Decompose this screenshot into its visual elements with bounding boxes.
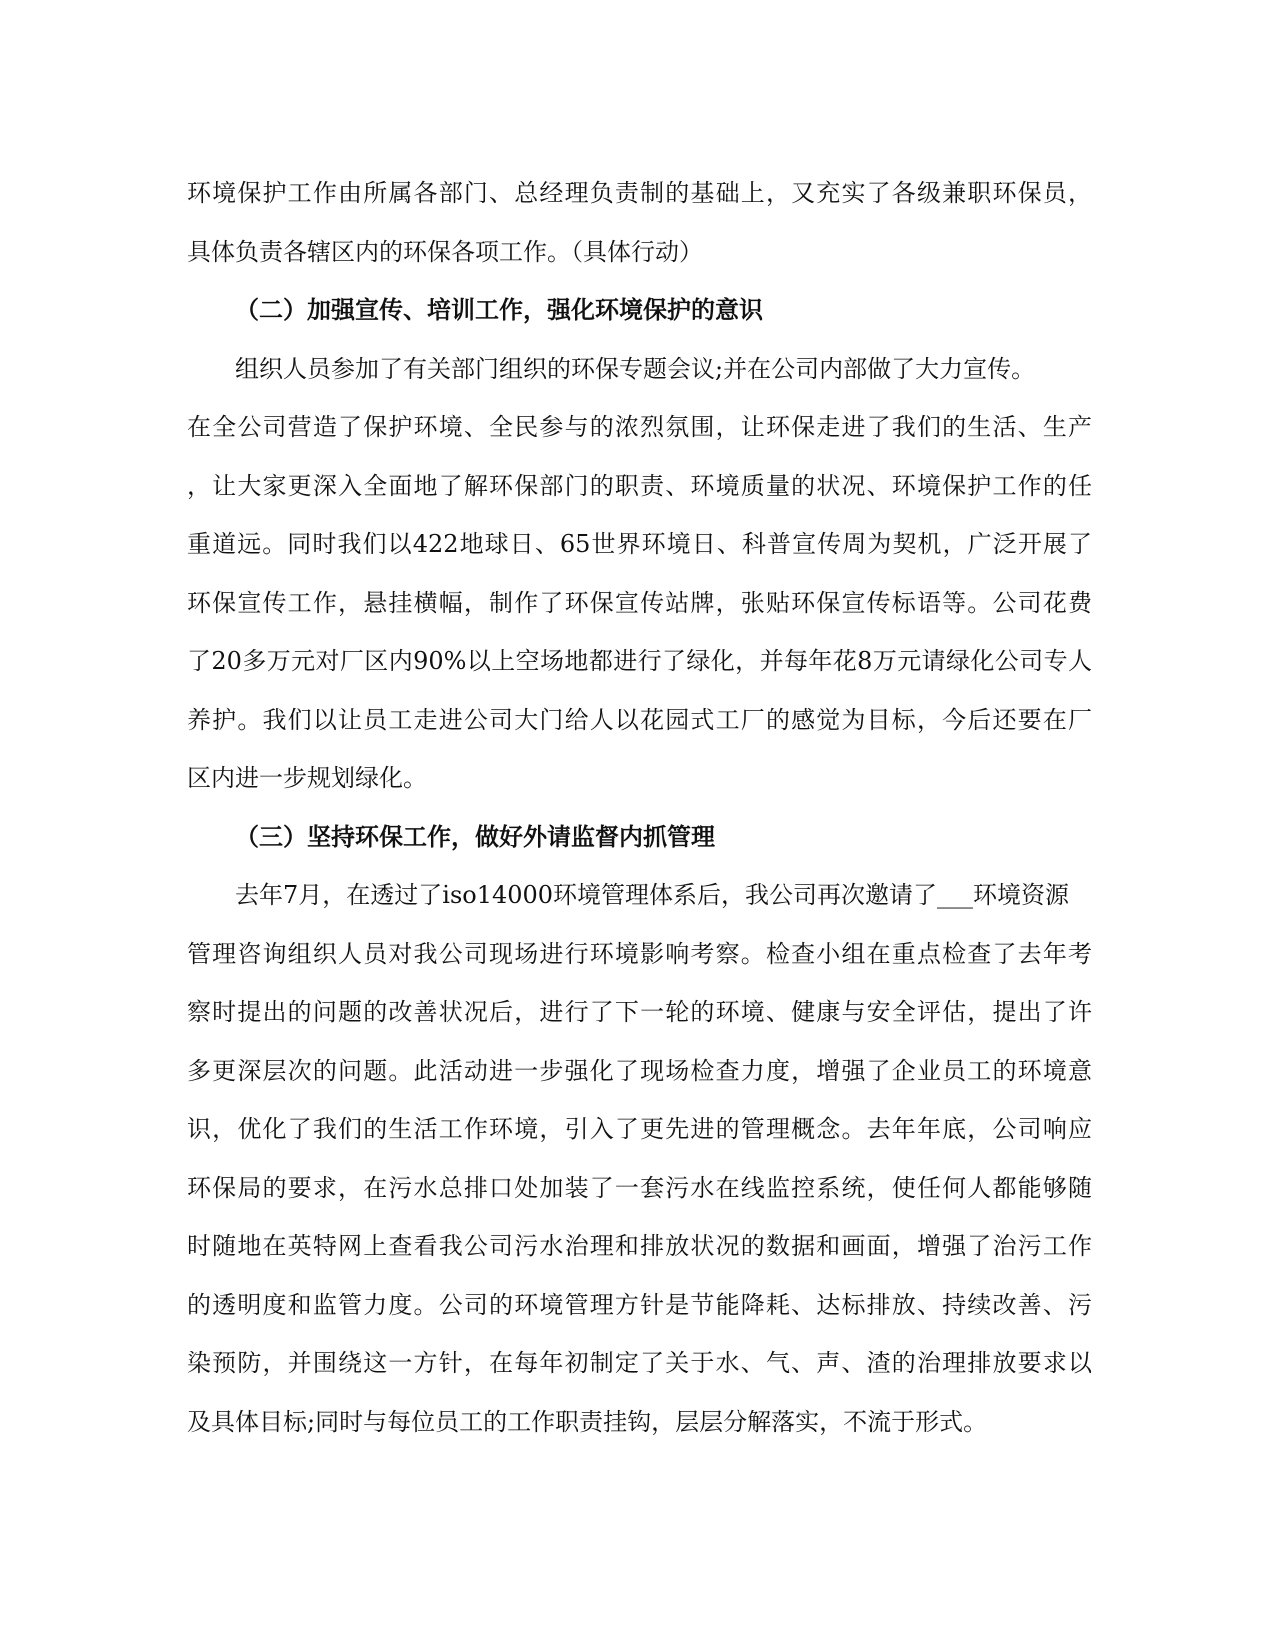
text-line: 在全公司营造了保护环境、全民参与的浓烈氛围，让环保走进了我们的生活、生产 bbox=[187, 413, 1092, 441]
text-line: 的透明度和监管力度。公司的环境管理方针是节能降耗、达标排放、持续改善、污 bbox=[187, 1290, 1092, 1319]
text-line: 区内进一步规划绿化。 bbox=[187, 764, 427, 792]
text-line: ，让大家更深入全面地了解环保部门的职责、环境质量的状况、环境保护工作的任 bbox=[187, 471, 1092, 500]
text-line: 时随地在英特网上查看我公司污水治理和排放状况的数据和画面，增强了治污工作 bbox=[187, 1232, 1092, 1260]
text-line: 重道远。同时我们以422地球日、65世界环境日、科普宣传周为契机，广泛开展了 bbox=[187, 530, 1092, 558]
text-line: 环保宣传工作，悬挂横幅，制作了环保宣传站牌，张贴环保宣传标语等。公司花费 bbox=[187, 588, 1092, 617]
section-heading-2: （二）加强宣传、培训工作，强化环境保护的意识 bbox=[235, 296, 763, 324]
text-line: 染预防，并围绕这一方针，在每年初制定了关于水、气、声、渣的治理排放要求以 bbox=[187, 1349, 1092, 1377]
text-line: 察时提出的问题的改善状况后，进行了下一轮的环境、健康与安全评估，提出了许 bbox=[187, 998, 1092, 1026]
text-line: 具体负责各辖区内的环保各项工作。（具体行动） bbox=[187, 237, 703, 266]
paragraph-first-line: 组织人员参加了有关部门组织的环保专题会议;并在公司内部做了大力宣传。 bbox=[235, 354, 1036, 383]
text-line: 环境保护工作由所属各部门、总经理负责制的基础上，又充实了各级兼职环保员， bbox=[187, 179, 1092, 207]
text-line: 了20多万元对厂区内90%以上空场地都进行了绿化，并每年花8万元请绿化公司专人 bbox=[187, 647, 1092, 675]
text-line: 多更深层次的问题。此活动进一步强化了现场检查力度，增强了企业员工的环境意 bbox=[187, 1056, 1092, 1085]
section-heading-3: （三）坚持环保工作，做好外请监督内抓管理 bbox=[235, 822, 715, 851]
document-body bbox=[187, 164, 1092, 1451]
text-line: 识，优化了我们的生活工作环境，引入了更先进的管理概念。去年年底，公司响应 bbox=[187, 1115, 1092, 1143]
text-line: 环保局的要求，在污水总排口处加装了一套污水在线监控系统，使任何人都能够随 bbox=[187, 1173, 1092, 1202]
paragraph-first-line: 去年7月，在透过了iso14000环境管理体系后，我公司再次邀请了___环境资源 bbox=[235, 881, 1070, 909]
text-line: 及具体目标;同时与每位员工的工作职责挂钩，层层分解落实，不流于形式。 bbox=[187, 1407, 988, 1436]
text-line: 养护。我们以让员工走进公司大门给人以花园式工厂的感觉为目标，今后还要在厂 bbox=[187, 705, 1092, 734]
text-line: 管理咨询组织人员对我公司现场进行环境影响考察。检查小组在重点检查了去年考 bbox=[187, 939, 1092, 968]
